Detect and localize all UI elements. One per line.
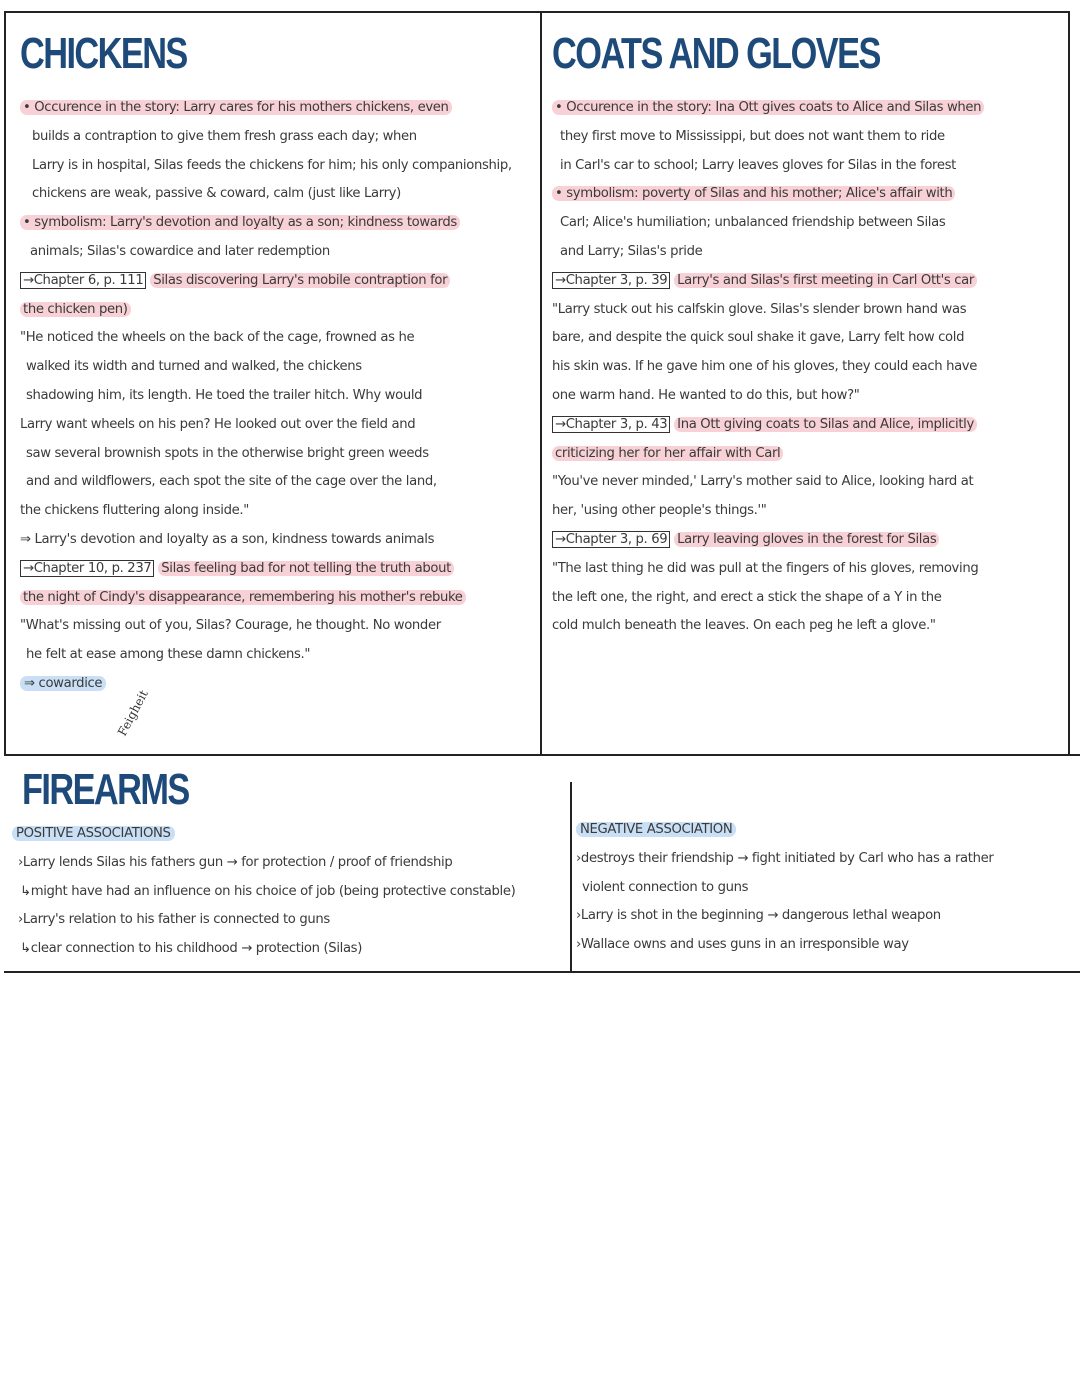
quote-line: "He noticed the wheels on the back of the cage, frowned as he: [20, 330, 415, 346]
chickens-line: chickens are weak, passive & coward, calm (just like Larry): [32, 186, 401, 202]
coats-line: criticizing her for her affair with Carl: [552, 440, 1066, 469]
top-border: [4, 11, 1070, 13]
chickens-line: • Occurence in the story: Larry cares for his mothers chickens, even: [20, 94, 535, 123]
chapter-reference: →Chapter 3, p. 43 Ina Ott giving coats to Silas and Alice, implicitly: [552, 411, 1066, 440]
coats-line: Carl; Alice's humiliation; unbalanced friendship between Silas: [560, 215, 946, 231]
firearms-line: ↳might have had an influence on his choice of job (being protective constable): [20, 883, 516, 899]
quote-line: bare, and despite the quick soul shake it gave, Larry felt how cold: [552, 330, 965, 346]
quote-line: "What's missing out of you, Silas? Courage, he thought. No wonder: [20, 618, 441, 634]
quote-line: "The last thing he did was pull at the fingers of his gloves, removing: [552, 560, 979, 576]
center-divider: [540, 11, 542, 755]
coats-line: they first move to Mississippi, but does not want them to ride: [560, 128, 945, 144]
chickens-line: Larry is in hospital, Silas feeds the chickens for him; his only companionship,: [32, 157, 512, 173]
firearms-line: ›destroys their friendship → fight initiated by Carl who has a rather: [576, 850, 994, 866]
quote-line: shadowing him, its length. He toed the trailer hitch. Why would: [26, 387, 423, 403]
coats-line: in Carl's car to school; Larry leaves gloves for Silas in the forest: [560, 157, 956, 173]
chapter-reference: →Chapter 6, p. 111 Silas discovering Larry's mobile contraption for: [20, 267, 535, 296]
chickens-line: the night of Cindy's disappearance, remembering his mother's rebuke: [20, 584, 535, 613]
firearms-line: ›Larry's relation to his father is connected to guns: [18, 912, 330, 928]
chapter-reference: →Chapter 3, p. 69 Larry leaving gloves in the forest for Silas: [552, 526, 1066, 555]
quote-line: walked its width and turned and walked, the chickens: [26, 359, 362, 375]
chickens-section: [20, 29, 535, 699]
left-border: [4, 11, 6, 755]
quote-line: Larry want wheels on his pen? He looked out over the field and: [20, 416, 416, 432]
chickens-line: builds a contraption to give them fresh grass each day; when: [32, 128, 417, 144]
chickens-line: animals; Silas's cowardice and later redemption: [30, 243, 330, 259]
chickens-line: the chicken pen): [20, 296, 535, 325]
quote-line: one warm hand. He wanted to do this, but how?": [552, 387, 860, 403]
quote-line: the left one, the right, and erect a stick the shape of a Y in the: [552, 589, 942, 605]
quote-line: he felt at ease among these damn chickens.": [26, 647, 311, 663]
firearms-line: ›Larry lends Silas his fathers gun → for protection / proof of friendship: [18, 854, 453, 870]
coats-line: • symbolism: poverty of Silas and his mother; Alice's affair with: [552, 180, 1066, 209]
chickens-heading: CHICKENS: [20, 29, 187, 78]
firearms-heading: FIREARMS: [22, 765, 189, 814]
coats-line: • Occurence in the story: Ina Ott gives coats to Alice and Silas when: [552, 94, 1066, 123]
firearms-negative: [576, 816, 1076, 960]
bottom-border: [4, 971, 1080, 973]
firearms-line: ›Wallace owns and uses guns in an irresponsible way: [576, 937, 909, 953]
chickens-line: • symbolism: Larry's devotion and loyalty as a son; kindness towards: [20, 209, 535, 238]
firearms-line: ↳clear connection to his childhood → protection (Silas): [20, 941, 362, 957]
firearms-line: violent connection to guns: [582, 879, 749, 895]
firearms-section: [16, 765, 570, 964]
quote-line: his skin was. If he gave him one of his gloves, they could each have: [552, 359, 978, 375]
quote-line: saw several brownish spots in the otherwise bright green weeds: [26, 445, 429, 461]
firearms-divider: [570, 782, 572, 972]
chickens-line: ⇒ Larry's devotion and loyalty as a son, kindness towards animals: [20, 531, 435, 547]
quote-line: "Larry stuck out his calfskin glove. Silas's slender brown hand was: [552, 301, 967, 317]
middle-divider: [4, 754, 1080, 756]
negative-label: NEGATIVE ASSOCIATION: [576, 816, 1076, 845]
chapter-reference: →Chapter 3, p. 39 Larry's and Silas's first meeting in Carl Ott's car: [552, 267, 1066, 296]
quote-line: her, 'using other people's things.'": [552, 503, 767, 519]
chickens-line: ⇒ cowardice: [20, 670, 535, 699]
quote-line: "You've never minded,' Larry's mother said to Alice, looking hard at: [552, 474, 974, 490]
coats-section: [552, 29, 1066, 641]
margin-note: Feigheit: [115, 687, 151, 739]
positive-label: POSITIVE ASSOCIATIONS: [12, 820, 570, 849]
right-border: [1068, 11, 1070, 755]
coats-heading: COATS AND GLOVES: [552, 29, 880, 78]
quote-line: cold mulch beneath the leaves. On each peg he left a glove.": [552, 618, 936, 634]
coats-line: and Larry; Silas's pride: [560, 243, 703, 259]
quote-line: the chickens fluttering along inside.": [20, 503, 249, 519]
chapter-reference: →Chapter 10, p. 237 Silas feeling bad for not telling the truth about: [20, 555, 535, 584]
quote-line: and and wildflowers, each spot the site of the cage over the land,: [26, 474, 437, 490]
firearms-line: ›Larry is shot in the beginning → dangerous lethal weapon: [576, 908, 941, 924]
